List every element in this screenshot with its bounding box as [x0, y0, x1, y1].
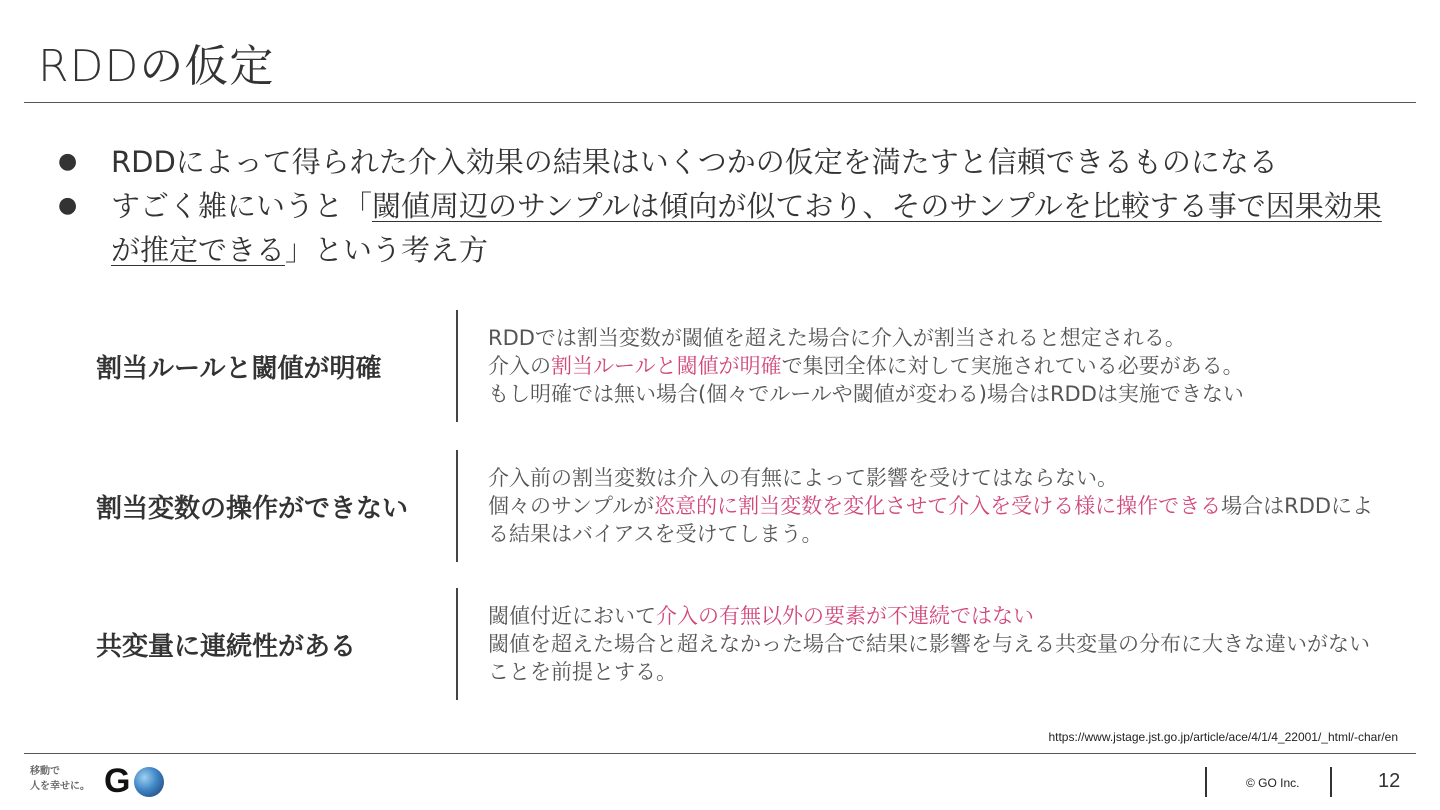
footer-separator — [1205, 767, 1207, 797]
row-divider — [456, 588, 458, 700]
bullet-item — [58, 140, 1408, 184]
bullet-text: RDDによって得られた介入効果の結果はいくつかの仮定を満たすと信頼できるものになる — [111, 145, 1278, 179]
footer-divider — [24, 753, 1416, 754]
page-title: RDDの仮定 — [38, 41, 275, 92]
bullet-text-post: 」という考え方 — [285, 233, 489, 267]
desc-line: 閾値を超えた場合と超えなかった場合で結果に影響を与える共変量の分布に大きな違いがないことを前提とする。 — [488, 632, 1370, 684]
row-divider — [456, 310, 458, 422]
logo-g-letter: G — [104, 762, 131, 800]
desc-line — [488, 602, 1388, 630]
logo-tagline — [30, 764, 90, 794]
assumption-label: 割当変数の操作ができない — [96, 493, 409, 524]
desc-highlight: 割当ルールと閾値が明確 — [551, 354, 782, 378]
source-url: https://www.jstage.jst.go.jp/article/ace/4/1/4_22001/_html/-char/en — [1048, 730, 1398, 744]
desc-text: 場合はRDDによる結果はバイアスを受けてしまう。 — [488, 494, 1374, 546]
desc-text: で集団全体に対して実施されている必要がある。 — [781, 354, 1244, 378]
bullet-text-underlined: 閾値周辺のサンプルは傾向が似ており、そのサンプルを比較する事で因果効果が推定できる — [111, 189, 1382, 267]
assumption-description — [488, 464, 1388, 548]
assumption-description — [488, 324, 1388, 408]
assumption-row — [0, 450, 1440, 562]
assumption-description — [488, 602, 1388, 686]
desc-line — [488, 352, 1388, 380]
desc-line: 介入前の割当変数は介入の有無によって影響を受けてはならない。 — [488, 466, 1118, 490]
bullet-list — [58, 140, 1408, 272]
logo-tagline-line: 人を幸せに。 — [30, 781, 90, 792]
desc-highlight: 恣意的に割当変数を変化させて介入を受ける様に操作できる — [654, 494, 1222, 518]
assumption-row — [0, 310, 1440, 422]
bullet-dot-icon: ● — [58, 149, 78, 174]
desc-line: もし明確では無い場合(個々でルールや閾値が変わる)場合はRDDは実施できない — [488, 382, 1244, 406]
page-number: 12 — [1378, 770, 1401, 792]
desc-highlight: 介入の有無以外の要素が不連続ではない — [656, 604, 1034, 628]
go-logo — [30, 764, 170, 800]
assumption-row — [0, 588, 1440, 700]
desc-text: 介入の — [488, 354, 551, 378]
title-divider — [24, 102, 1416, 103]
row-divider — [456, 450, 458, 562]
desc-line — [488, 492, 1388, 548]
desc-line: RDDでは割当変数が閾値を超えた場合に介入が割当されると想定される。 — [488, 326, 1186, 350]
bullet-dot-icon: ● — [58, 193, 78, 218]
copyright: © GO Inc. — [1246, 776, 1300, 790]
assumption-label: 割当ルールと閾値が明確 — [96, 353, 382, 384]
bullet-text-pre: すごく雑にいうと「 — [111, 189, 373, 223]
logo-tagline-line: 移動で — [30, 766, 60, 777]
assumption-label: 共変量に連続性がある — [96, 631, 357, 662]
logo-globe-icon — [134, 767, 164, 797]
bullet-item — [58, 184, 1408, 272]
desc-text: 閾値付近において — [488, 604, 656, 628]
desc-text: 個々のサンプルが — [488, 494, 655, 518]
footer-separator — [1330, 767, 1332, 797]
